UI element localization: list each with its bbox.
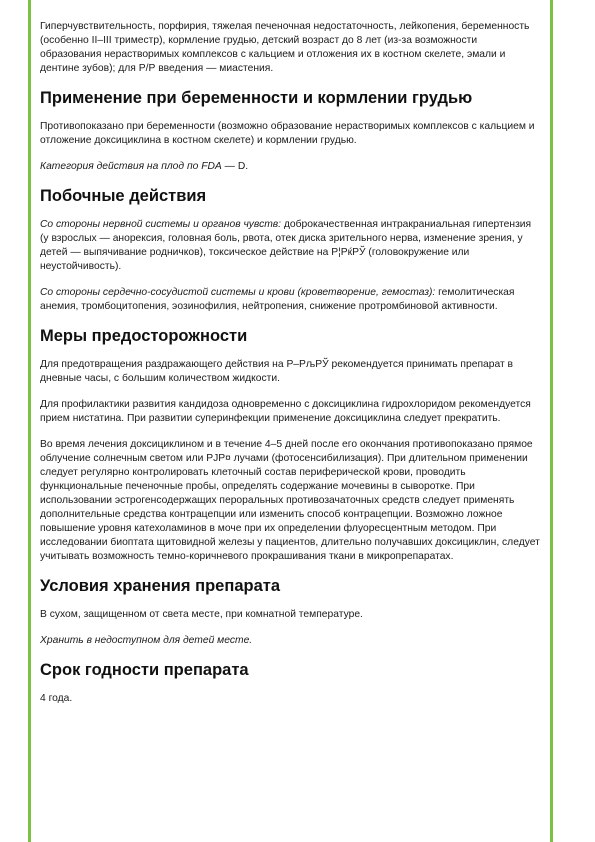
fda-category-label: Категория действия на плод по FDA xyxy=(40,161,222,172)
section-heading-side-effects: Побочные действия xyxy=(40,187,207,205)
section-heading-shelf-life: Срок годности препарата xyxy=(40,661,249,679)
nervous-system-text: доброкачественная интракраниальная гипертензия (у взрослых — анорексия, головная боль, рвота, отек диска зрительного нерва, изменение зрения, у детей — выпячивание родничков), токсическое действие на Р¦РќРЎ (головокружение или неустойчивость). xyxy=(40,219,532,272)
section-heading-pregnancy: Применение при беременности и кормлении грудью xyxy=(40,89,473,107)
cardio-system-text: гемолитическая анемия, тромбоцитопения, эозинофилия, нейтропения, снижение протромбиновой активности. xyxy=(40,287,515,312)
storage-children-note: Хранить в недоступном для детей месте. xyxy=(40,635,253,646)
fda-category-value: — D. xyxy=(221,161,249,172)
fda-category xyxy=(40,160,540,174)
document-page xyxy=(28,0,553,842)
precautions-paragraph-2: Для профилактики развития кандидоза одновременно с доксициклина гидрохлоридом рекомендуется прием нистатина. При развитии суперинфекции применение доксициклина следует прекратить. xyxy=(40,399,531,424)
contraindications-text: Гиперчувствительность, порфирия, тяжелая печеночная недостаточность, лейкопения, беременность (особенно II–III триместр), кормление грудью, детский возраст до 8 лет (из-за возможности образования нерастворимых комплексов с кальцием и отложения их в костном скелете, эмали и дентине зубов); для Р/Р введения — миастения. xyxy=(40,21,530,74)
nervous-system-label: Со стороны нервной системы и органов чувств: xyxy=(40,219,282,230)
section-heading-precautions: Меры предосторожности xyxy=(40,327,248,345)
cardio-system-label: Со стороны сердечно-сосудистой системы и крови (кроветворение, гемостаз): xyxy=(40,287,436,298)
pregnancy-text: Противопоказано при беременности (возможно образование нерастворимых комплексов с кальцием и отложение доксициклина в костном скелете) и кормлении грудью. xyxy=(40,121,535,146)
precautions-paragraph-3: Во время лечения доксициклином и в течение 4–5 дней после его окончания противопоказано прямое облучение солнечным светом или РЈР¤ лучами (фотосенсибилизация). При длительном применении следует регулярно контролировать клеточный состав периферической крови, проводить функциональные печеночные пробы, определять содержание мочевины в сыворотке. При использовании эстрогенсодержащих пероральных противозачаточных средств следует применять дополнительные средства контрацепции или изменить способ контрацепции. Возможно ложное повышение уровня катехоламинов в моче при их определении флуоресцентным методом. При исследовании биоптата щитовидной железы у пациентов, длительно получавших доксициклин, следует учитывать возможность темно-коричневого прокрашивания ткани в микропрепаратах. xyxy=(40,439,540,562)
side-effects-nervous xyxy=(40,218,540,274)
side-effects-cardio xyxy=(40,286,540,314)
storage-text: В сухом, защищенном от света месте, при комнатной температуре. xyxy=(40,609,363,620)
shelf-life-text: 4 года. xyxy=(40,693,73,704)
precautions-paragraph-1: Для предотвращения раздражающего действия на Р–РљРЎ рекомендуется принимать препарат в дневные часы, с большим количеством жидкости. xyxy=(40,359,514,384)
section-heading-storage: Условия хранения препарата xyxy=(40,577,281,595)
